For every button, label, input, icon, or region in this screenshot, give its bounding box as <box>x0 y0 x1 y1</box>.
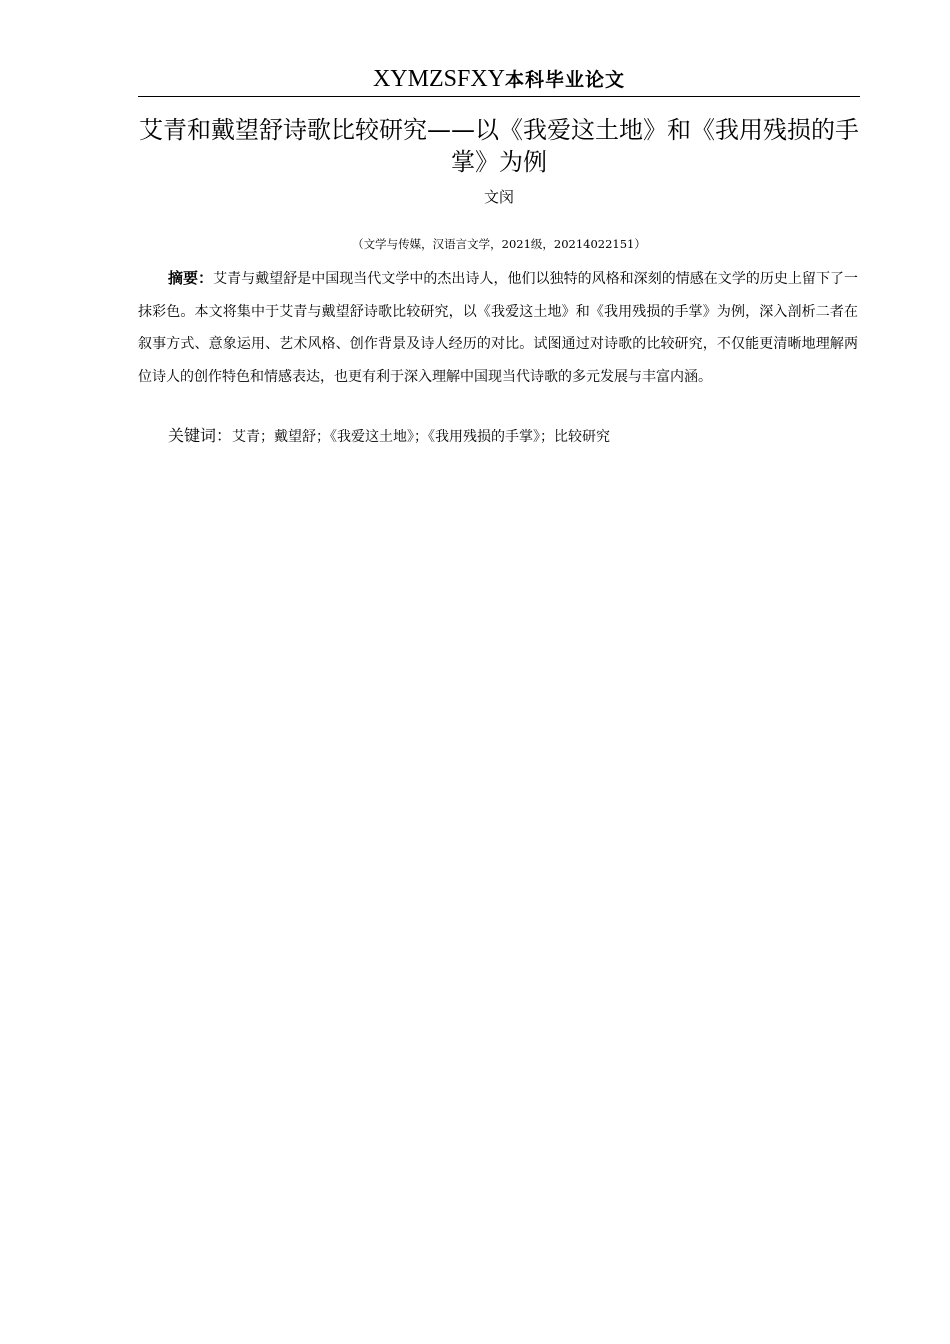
keywords-label: 关键词： <box>168 426 233 445</box>
paper-title: 艾青和戴望舒诗歌比较研究——以《我爱这土地》和《我用残损的手掌》为例 <box>139 116 859 176</box>
abstract-text: 艾青与戴望舒是中国现当代文学中的杰出诗人，他们以独特的风格和深刻的情感在文学的历史上留下了一抹彩色。本文将集中于艾青与戴望舒诗歌比较研究，以《我爱这土地》和《我用残损的手掌》为例，深入剖析二者在叙事方式、意象运用、艺术风格、创作背景及诗人经历的对比。试图通过对诗歌的比较研究，不仅能更清晰地理解两位诗人的创作特色和情感表达，也更有利于深入理解中国现当代诗歌的多元发展与丰富内涵。 <box>138 271 858 385</box>
author-affiliation: （文学与传媒，汉语言文学，2021级，20214022151） <box>352 237 646 251</box>
abstract-label: 摘要： <box>168 269 214 287</box>
author-name: 文闵 <box>483 188 514 206</box>
abstract-paragraph <box>138 262 858 393</box>
header-school-code: XYMZSFXY <box>372 66 505 92</box>
header-thesis-type: 本科毕业论文 <box>505 69 626 91</box>
keywords-text: 艾青；戴望舒；《我爱这土地》；《我用残损的手掌》；比较研究 <box>232 429 611 445</box>
keywords-line <box>168 422 858 451</box>
running-header <box>138 62 860 97</box>
